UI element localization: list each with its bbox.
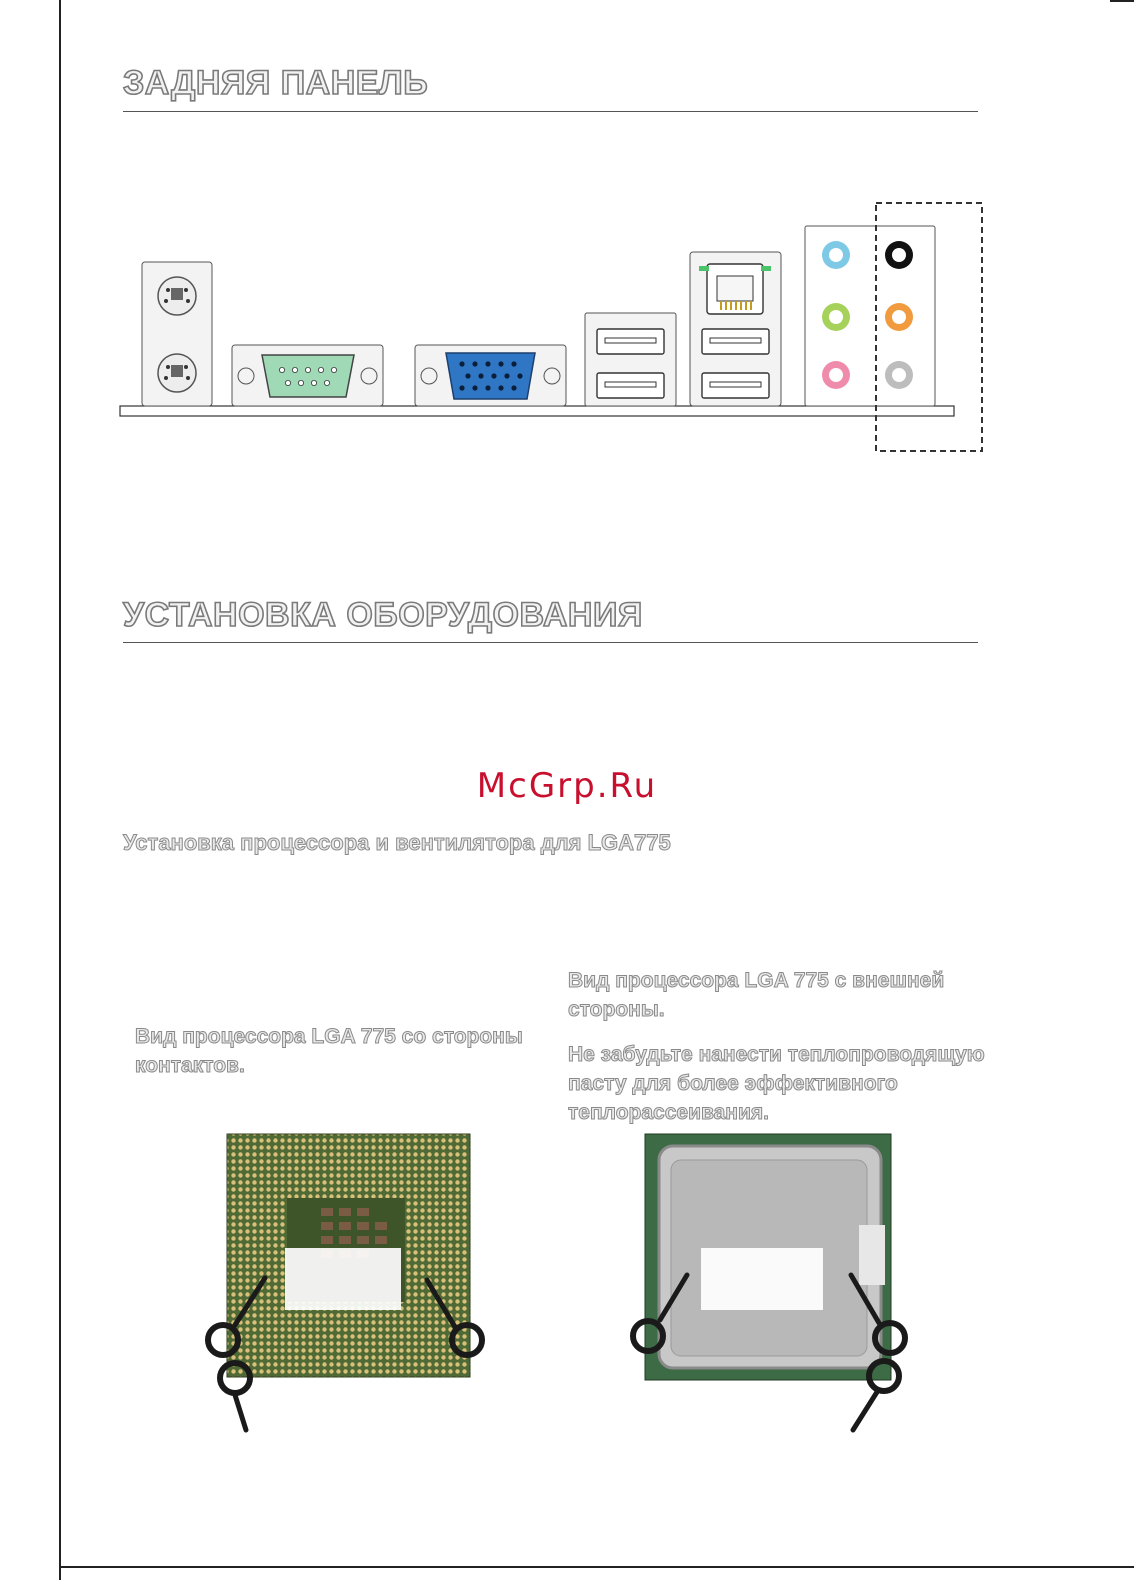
rear-panel-diagram (110, 195, 990, 460)
usb-port-icon (585, 313, 676, 406)
cpu-outer-image (625, 1130, 925, 1440)
page-frame-corner (1110, 0, 1134, 2)
lan-port-icon (690, 252, 781, 406)
subsection-title: Установка процессора и вентилятора для LGA775 (123, 830, 671, 855)
io-shield-base (120, 406, 954, 416)
hardware-title: УСТАНОВКА ОБОРУДОВАНИЯ (123, 596, 643, 634)
rear-panel-rule (123, 111, 978, 112)
hardware-rule (123, 642, 978, 643)
caption-contacts-side: Вид процессора LGA 775 со стороны контактов. (135, 1025, 523, 1077)
cpu-contacts-image (195, 1130, 495, 1440)
serial-port-icon (232, 345, 383, 406)
caption-thermal-note: Не забудьте нанести теплопроводящую пасту для более эффективного теплорассеивания. (568, 1043, 985, 1124)
audio-jack-icon (805, 226, 935, 406)
rear-panel-title: ЗАДНЯЯ ПАНЕЛЬ (123, 64, 429, 102)
caption-outer-side: Вид процессора LGA 775 с внешней стороны. (568, 969, 945, 1021)
ps2-port-icon (142, 262, 212, 406)
vga-port-icon (415, 345, 566, 406)
page-frame-bottom (59, 1566, 1134, 1568)
watermark: McGrp.Ru (476, 766, 658, 806)
